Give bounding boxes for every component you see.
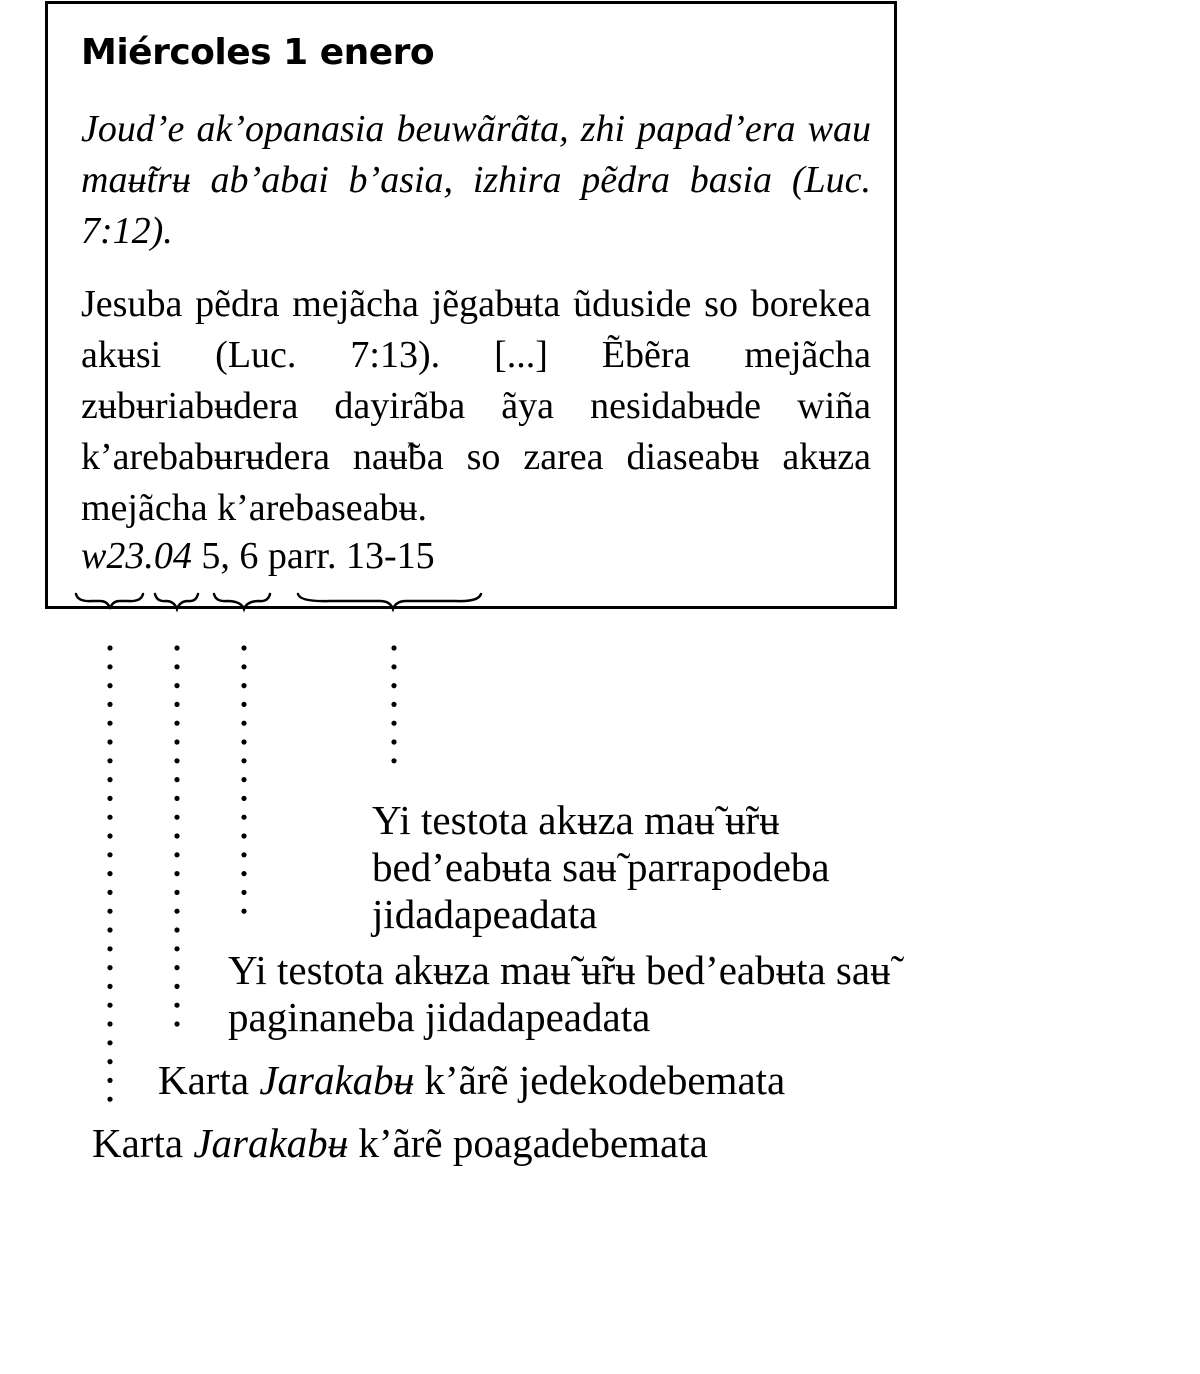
dots-paragraphs-dot bbox=[391, 645, 396, 650]
brace-issue bbox=[155, 594, 198, 609]
dots-year-dot bbox=[107, 890, 112, 895]
dots-year-dot bbox=[107, 815, 112, 820]
dots-year bbox=[107, 645, 112, 1101]
dots-pages-dot bbox=[241, 909, 246, 914]
dots-issue-dot bbox=[174, 965, 179, 970]
dots-issue-dot bbox=[174, 1021, 179, 1026]
dots-year-dot bbox=[107, 871, 112, 876]
brace-pages bbox=[214, 594, 270, 609]
dots-issue-dot bbox=[174, 927, 179, 932]
label-paragraphs bbox=[372, 797, 932, 938]
label-pages bbox=[228, 947, 958, 1041]
dots-issue-dot bbox=[174, 796, 179, 801]
dots-paragraphs-dot bbox=[391, 739, 396, 744]
dots-issue-dot bbox=[174, 890, 179, 895]
dots-year-dot bbox=[107, 946, 112, 951]
dots-pages-dot bbox=[241, 833, 246, 838]
dots-issue-dot bbox=[174, 1003, 179, 1008]
dots-issue-dot bbox=[174, 815, 179, 820]
dots-pages-dot bbox=[241, 645, 246, 650]
dots-pages-dot bbox=[241, 852, 246, 857]
brace-paragraphs bbox=[298, 594, 481, 609]
label-pages-text: Yi testota akʉza maʉ̃ ʉ̃rʉ bed’eabʉta saʉ̃ paginaneba jidadapeadata bbox=[228, 947, 891, 1040]
label-issue-prefix: Karta bbox=[158, 1057, 250, 1103]
dots-issue-dot bbox=[174, 758, 179, 763]
dots-issue-dot bbox=[174, 909, 179, 914]
reference-paragraphs: parr. 13-15 bbox=[267, 535, 435, 577]
dots-year-dot bbox=[107, 702, 112, 707]
date-heading: Miércoles 1 enero bbox=[81, 32, 435, 73]
dots-issue-dot bbox=[174, 946, 179, 951]
dots-pages-dot bbox=[241, 739, 246, 744]
dots-year-dot bbox=[107, 1021, 112, 1026]
dots-year-dot bbox=[107, 927, 112, 932]
dots-issue-dot bbox=[174, 833, 179, 838]
dots-year-dot bbox=[107, 758, 112, 763]
dots-issue-dot bbox=[174, 664, 179, 669]
dots-paragraphs-dot bbox=[391, 683, 396, 688]
dots-paragraphs-dot bbox=[391, 664, 396, 669]
dots-year-dot bbox=[107, 664, 112, 669]
dots-year-dot bbox=[107, 1059, 112, 1064]
dots-year-dot bbox=[107, 796, 112, 801]
brace-year bbox=[76, 594, 143, 609]
dots-year-dot bbox=[107, 852, 112, 857]
dots-paragraphs-dot bbox=[391, 721, 396, 726]
dots-pages-dot bbox=[241, 890, 246, 895]
dots-pages-dot bbox=[241, 702, 246, 707]
dots-year-dot bbox=[107, 833, 112, 838]
scripture-verse: Joud’e ak’opanasia beuwãrãta, zhi papad’era wau maʉ̃trʉ ab’abai b’asia, izhira pẽdra basia (Luc. 7:12). bbox=[81, 108, 871, 252]
dots-pages-dot bbox=[241, 796, 246, 801]
dots-year-dot bbox=[107, 1078, 112, 1083]
label-year-suffix: k’ãrẽ poagadebemata bbox=[358, 1120, 708, 1166]
dots-year-dot bbox=[107, 777, 112, 782]
label-year-prefix: Karta bbox=[92, 1120, 184, 1166]
reference-pages: 5, 6 bbox=[201, 535, 259, 577]
dots-year-dot bbox=[107, 909, 112, 914]
dots-paragraphs bbox=[391, 645, 396, 763]
dots-issue bbox=[174, 645, 179, 1026]
dots-year-dot bbox=[107, 739, 112, 744]
dots-year-dot bbox=[107, 984, 112, 989]
dots-pages-dot bbox=[241, 758, 246, 763]
dots-pages-dot bbox=[241, 721, 246, 726]
reference-symbol: w23.04 bbox=[81, 535, 192, 577]
dots-issue-dot bbox=[174, 852, 179, 857]
dots-year-dot bbox=[107, 721, 112, 726]
dots-year-dot bbox=[107, 1040, 112, 1045]
dots-issue-dot bbox=[174, 984, 179, 989]
label-issue bbox=[158, 1057, 785, 1104]
dots-issue-dot bbox=[174, 721, 179, 726]
label-year bbox=[92, 1120, 708, 1167]
dots-pages-dot bbox=[241, 683, 246, 688]
dots-issue-dot bbox=[174, 702, 179, 707]
label-issue-suffix: k’ãrẽ jedekodebemata bbox=[424, 1057, 786, 1103]
comment-paragraph: Jesuba pẽdra mejãcha jẽgabʉta ũduside so borekea akʉsi (Luc. 7:13). [...] Ẽbẽra mejãcha zʉbʉriabʉdera dayirãba ãya nesidabʉde wiña k’arebabʉrʉdera naʉ̃ba so zarea diaseabʉ akʉza mejãcha k’arebaseabʉ. bbox=[81, 283, 871, 529]
label-paragraphs-text: Yi testota akʉza maʉ̃ ʉ̃rʉ bed’eabʉta saʉ̃ parrapodeba jidadapeadata bbox=[372, 797, 830, 937]
dots-pages bbox=[241, 645, 246, 913]
dots-issue-dot bbox=[174, 645, 179, 650]
dots-paragraphs-dot bbox=[391, 702, 396, 707]
dots-year-dot bbox=[107, 645, 112, 650]
dots-issue-dot bbox=[174, 871, 179, 876]
dots-year-dot bbox=[107, 1097, 112, 1102]
label-issue-title: Jarakabʉ bbox=[259, 1057, 415, 1103]
dots-issue-dot bbox=[174, 739, 179, 744]
dots-pages-dot bbox=[241, 871, 246, 876]
dots-pages-dot bbox=[241, 777, 246, 782]
dots-year-dot bbox=[107, 1003, 112, 1008]
dots-pages-dot bbox=[241, 815, 246, 820]
dots-issue-dot bbox=[174, 683, 179, 688]
dots-pages-dot bbox=[241, 664, 246, 669]
dots-issue-dot bbox=[174, 777, 179, 782]
dots-year-dot bbox=[107, 683, 112, 688]
dots-year-dot bbox=[107, 965, 112, 970]
dots-paragraphs-dot bbox=[391, 758, 396, 763]
label-year-title: Jarakabʉ bbox=[193, 1120, 349, 1166]
